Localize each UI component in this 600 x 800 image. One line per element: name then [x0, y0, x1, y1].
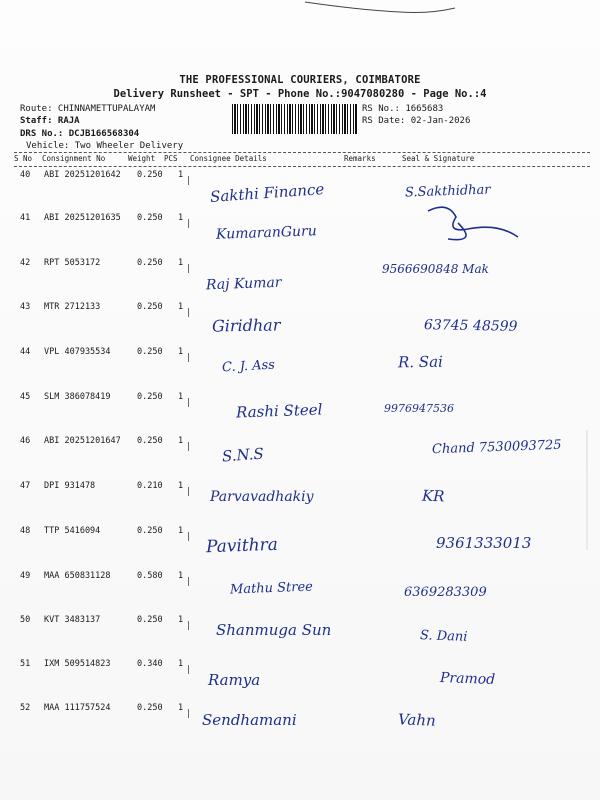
handwritten-signature: 9566690848 Mak [382, 262, 489, 276]
handwritten-consignee-name: Sakthi Finance [209, 180, 325, 206]
handwritten-signature: Vahn [397, 710, 437, 730]
route-label: Route: CHINNAMETTUPALAYAM [20, 104, 156, 114]
row-pcs: 1 [178, 436, 184, 446]
table-row [14, 213, 590, 257]
col-pcs: PCS [164, 154, 178, 163]
row-sno: 51 [20, 659, 31, 669]
table-row [14, 392, 590, 436]
row-consignment-number: ABI 20251201635 [44, 213, 121, 223]
row-pcs: 1 [178, 703, 184, 713]
row-consignment-number: ABI 20251201647 [44, 436, 121, 446]
row-weight: 0.250 [137, 170, 163, 180]
table-row [14, 302, 590, 346]
handwritten-consignee-name: Giridhar [211, 315, 281, 336]
table-row [14, 703, 590, 747]
handwritten-signature: S. Dani [419, 628, 468, 645]
row-sno: 40 [20, 170, 31, 180]
table-row [14, 481, 590, 525]
row-divider-mark: | [186, 442, 192, 452]
barcode-image [232, 104, 358, 134]
rs-date: RS Date: 02-Jan-2026 [362, 116, 471, 126]
row-pcs: 1 [178, 615, 184, 625]
handwritten-consignee-name: Shanmuga Sun [216, 621, 332, 639]
row-pcs: 1 [178, 347, 184, 357]
table-row [14, 659, 590, 703]
row-divider-mark: | [186, 487, 192, 497]
row-weight: 0.250 [137, 347, 163, 357]
table-row [14, 571, 590, 615]
row-consignment-number: RPT 5053172 [44, 258, 101, 268]
row-pcs: 1 [178, 481, 184, 491]
row-consignment-number: KVT 3483137 [44, 615, 101, 625]
row-weight: 0.250 [137, 302, 163, 312]
row-sno: 43 [20, 302, 31, 312]
handwritten-consignee-name: Rashi Steel [235, 400, 323, 422]
row-weight: 0.250 [137, 392, 163, 402]
handwritten-consignee-name: Parvavadhakiy [210, 489, 314, 505]
table-row [14, 526, 590, 570]
row-pcs: 1 [178, 571, 184, 581]
rs-number: RS No.: 1665683 [362, 104, 444, 114]
drs-number: DRS No.: DCJB166568304 [20, 129, 140, 139]
row-weight: 0.250 [137, 213, 163, 223]
handwritten-signature: 9976947536 [384, 402, 454, 415]
handwritten-signature: 9361333013 [436, 534, 532, 552]
row-weight: 0.340 [137, 659, 163, 669]
table-row [14, 347, 590, 391]
col-consignment: Consignment No [42, 154, 106, 163]
row-divider-mark: | [186, 353, 192, 363]
row-consignment-number: VPL 407935534 [44, 347, 111, 357]
row-divider-mark: | [186, 308, 192, 318]
handwritten-consignee-name: KumaranGuru [215, 223, 318, 243]
row-pcs: 1 [178, 659, 184, 669]
row-divider-mark: | [186, 621, 192, 631]
document-subtitle: Delivery Runsheet - SPT - Phone No.:9047080280 - Page No.:4 [113, 88, 487, 100]
row-sno: 45 [20, 392, 31, 402]
row-divider-mark: | [186, 577, 192, 587]
handwritten-consignee-name: Sendhamani [202, 711, 297, 729]
row-consignment-number: MAA 111757524 [44, 703, 111, 713]
table-row [14, 258, 590, 302]
row-divider-mark: | [186, 665, 192, 675]
row-weight: 0.250 [137, 258, 163, 268]
row-divider-mark: | [186, 264, 192, 274]
row-sno: 41 [20, 213, 31, 223]
row-sno: 50 [20, 615, 31, 625]
top-scan-artifact [300, 0, 460, 20]
page-fold-mark [586, 430, 588, 550]
row-divider-mark: | [186, 398, 192, 408]
row-divider-mark: | [186, 532, 192, 542]
row-sno: 49 [20, 571, 31, 581]
handwritten-consignee-name: S.N.S [221, 444, 265, 466]
handwritten-consignee-name: Raj Kumar [205, 274, 282, 294]
col-consignee: Consignee Details [190, 154, 267, 163]
handwritten-consignee-name: Ramya [208, 671, 261, 689]
row-weight: 0.580 [137, 571, 163, 581]
document-title: THE PROFESSIONAL COURIERS, COIMBATORE [179, 74, 421, 86]
row-sno: 48 [20, 526, 31, 536]
header-bottom-rule [14, 166, 590, 167]
row-consignment-number: IXM 509514823 [44, 659, 111, 669]
row-consignment-number: TTP 5416094 [44, 526, 101, 536]
row-weight: 0.250 [137, 436, 163, 446]
row-consignment-number: MAA 650831128 [44, 571, 111, 581]
row-sno: 44 [20, 347, 31, 357]
handwritten-consignee-name: C. J. Ass [221, 357, 276, 376]
row-weight: 0.210 [137, 481, 163, 491]
row-consignment-number: ABI 20251201642 [44, 170, 121, 180]
row-pcs: 1 [178, 213, 184, 223]
row-pcs: 1 [178, 392, 184, 402]
row-divider-mark: | [186, 176, 192, 186]
row-divider-mark: | [186, 219, 192, 229]
handwritten-signature: 63745 48599 [423, 317, 518, 335]
row-sno: 42 [20, 258, 31, 268]
col-seal-signature: Seal & Signature [402, 154, 475, 163]
row-weight: 0.250 [137, 703, 163, 713]
row-sno: 52 [20, 703, 31, 713]
table-row [14, 436, 590, 480]
signature-scribble [418, 203, 528, 247]
col-sno: S No [14, 154, 33, 163]
row-consignment-number: MTR 2712133 [44, 302, 101, 312]
handwritten-signature: S.Sakthidhar [404, 182, 491, 201]
row-weight: 0.250 [137, 615, 163, 625]
handwritten-signature: KR [421, 486, 445, 506]
handwritten-signature: Chand 7530093725 [431, 437, 562, 458]
row-pcs: 1 [178, 526, 184, 536]
handwritten-signature: 6369283309 [404, 585, 487, 600]
row-pcs: 1 [178, 302, 184, 312]
row-weight: 0.250 [137, 526, 163, 536]
staff-label: Staff: RAJA [20, 116, 80, 126]
row-divider-mark: | [186, 709, 192, 719]
row-consignment-number: SLM 386078419 [44, 392, 111, 402]
col-remarks: Remarks [344, 154, 376, 163]
table-header-row [14, 152, 590, 166]
vehicle-label: Vehicle: Two Wheeler Delivery [26, 141, 184, 151]
row-pcs: 1 [178, 258, 184, 268]
row-sno: 47 [20, 481, 31, 491]
handwritten-signature: R. Sai [397, 352, 444, 372]
row-sno: 46 [20, 436, 31, 446]
col-weight: Weight [128, 154, 156, 163]
row-pcs: 1 [178, 170, 184, 180]
handwritten-consignee-name: Pavithra [205, 534, 279, 558]
handwritten-consignee-name: Mathu Stree [229, 579, 314, 598]
row-consignment-number: DPI 931478 [44, 481, 96, 491]
handwritten-signature: Pramod [439, 670, 496, 688]
table-row [14, 615, 590, 659]
